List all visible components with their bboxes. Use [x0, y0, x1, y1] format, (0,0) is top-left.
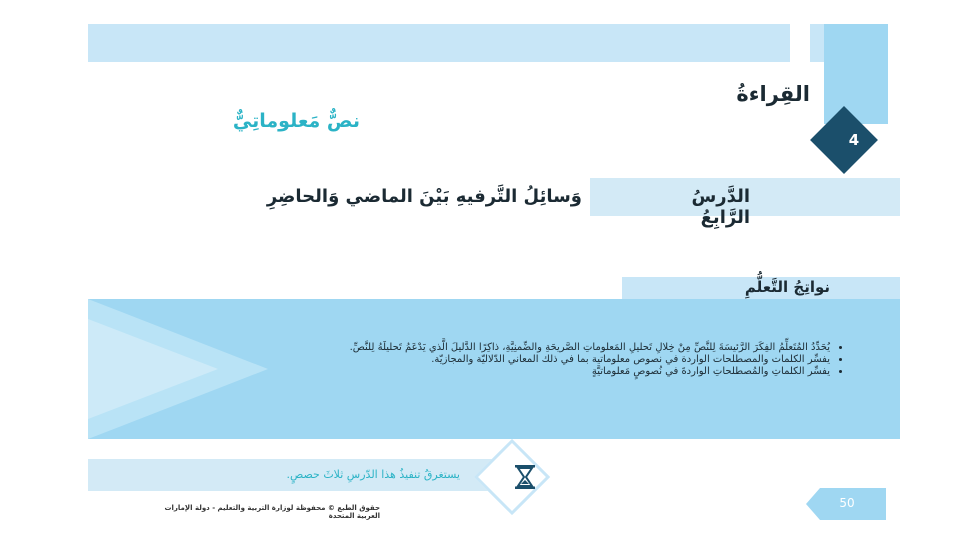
header-band-small: [810, 24, 824, 62]
lesson-label: الدَّرسُ الرَّابِعُ: [691, 186, 750, 228]
section-side-bar: [824, 24, 888, 124]
time-note: يستغرقُ تنفيذُ هذا الدّرسِ ثلاثَ حصصٍ.: [286, 468, 460, 481]
header-band: [88, 24, 790, 62]
list-item: • يُحَدِّدُ المُتَعلِّمُ الفِكَرَ الرَّئيسَةَ لِلنَّصِّ مِنْ خِلالِ تَحليلِ المَعلوماتِ الصَّريحَةِ والضِّمنِيَّةِ، ذاكِرًا الدَّليلَ الَّذي يَدْعَمُ تَحليلَهُ لِلنَّصِّ.: [230, 342, 830, 354]
copyright-footer: حقوق الطبع © محفوظة لوزارة التربية والتعليم - دولة الإمارات العربية المتحدة: [164, 504, 380, 520]
text-type-subtitle: نصٌّ مَعلوماتِيٌّ: [232, 110, 360, 132]
hourglass-icon: [497, 462, 553, 492]
unit-number: 4: [848, 131, 860, 149]
outcomes-title: نواتِجُ التَّعلُّمِ: [744, 278, 830, 296]
list-item: • يفسِّر الكلماتِ والمُصطلحاتِ الواردةَ في نُصوصٍ مَعلوماتيَّةٍ: [230, 366, 830, 378]
lesson-title: وَسائِلُ التَّرفيهِ بَيْنَ الماضي وَالحاضِرِ: [266, 186, 582, 207]
section-title: القِراءةُ: [736, 82, 810, 106]
list-item: • يفسِّر الكلمات والمصطلحات الواردة في نصوص معلوماتية بما في ذلك المعاني الدّلاليّة والمجازيّة.: [230, 354, 830, 366]
page-number: 50: [839, 496, 855, 510]
header-separator: [790, 24, 810, 62]
outcomes-list: [230, 342, 848, 378]
